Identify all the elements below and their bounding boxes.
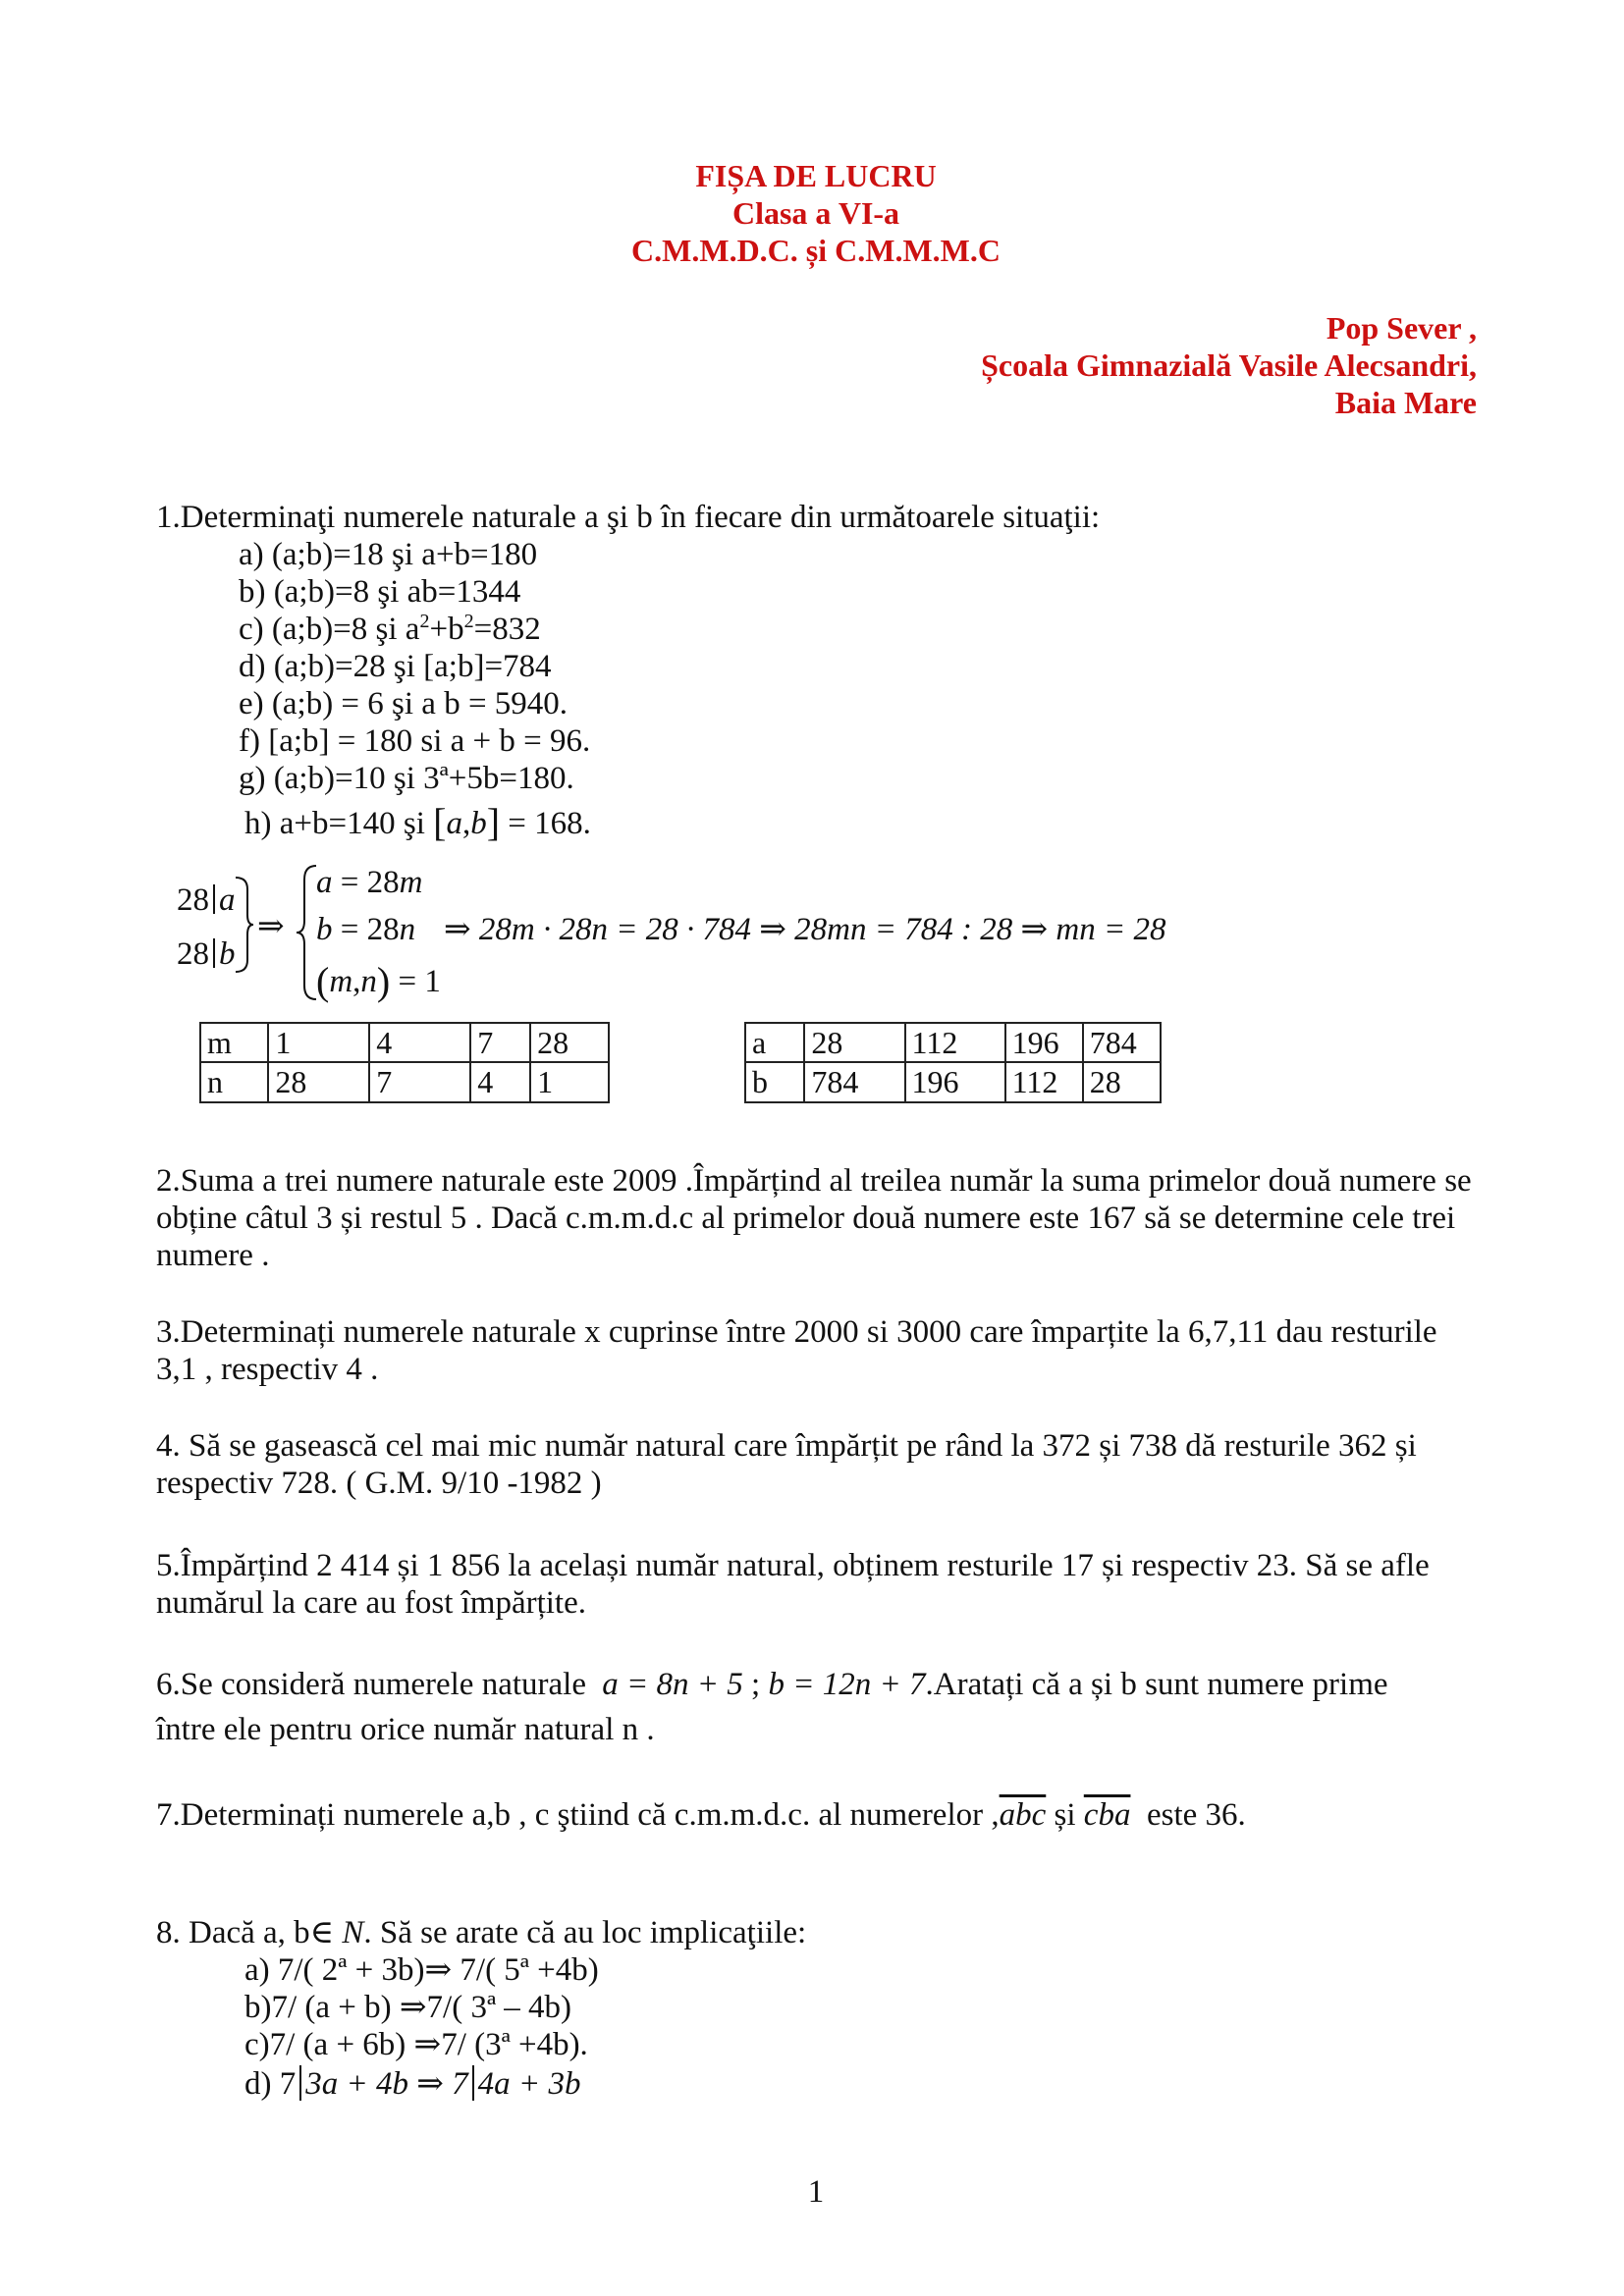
problem-6-line-2: între ele pentru orice număr natural n .	[156, 1712, 655, 1747]
problem-6-line-1: 6.Se consideră numerele naturale a = 8n + 5 ; b = 12n + 7.Aratați că a și b sunt numere prime	[156, 1667, 1388, 1702]
problem-2: 2.Suma a trei numere naturale este 2009 .Împărțind al treilea număr la suma primelor două numere se obține câtul 3 și restul 5 . Dacă c.m.m.d.c al primelor două numere este 167 să se determine cele trei numere .	[156, 1163, 1472, 1273]
problem-4: 4. Să se gasească cel mai mic număr natural care împărțit pe rând la 372 și 738 dă resturile 362 și respectiv 728. ( G.M. 9/10 -1982 )	[156, 1428, 1417, 1501]
problem-1-c: c) (a;b)=8 şi $a^2+b^2=832$	[239, 611, 541, 647]
equation-a: a = 28m	[316, 865, 423, 900]
problem-8-a: a) 7/( 2ª + 3b)⇒ 7/( 5ª +4b)	[244, 1952, 599, 1988]
table-a-b	[744, 1022, 1162, 1103]
problem-1-a: a) (a;b)=18 şi a+b=180	[239, 537, 538, 572]
problem-7: 7.Determinați numerele a,b , c ştiind că c.m.m.d.c. al numerelor $,\overline{abc}$ și $\overline{cba}$ este 36.	[156, 1797, 1246, 1833]
problem-1-d: d) (a;b)=28 şi [a;b]=784	[239, 649, 552, 684]
equation-b: b = 28n	[316, 912, 416, 947]
problem-1-h: h) a+b=140 şi [a,b] = 168.	[244, 800, 591, 844]
author-name: Pop Sever ,	[1326, 310, 1477, 346]
problem-8-intro: 8. Dacă a, b∈ N. Să se arate că au loc implicaţiile:	[156, 1915, 807, 1950]
problem-1-g: g) (a;b)=10 şi 3ª+5b=180.	[239, 761, 574, 796]
problem-1-f: f) [a;b] = 180 si a + b = 96.	[239, 723, 591, 759]
problem-5: 5.Împărțind 2 414 și 1 856 la același număr natural, obținem resturile 17 și respectiv 23. Să se afle numărul la care au fost împărțite.	[156, 1548, 1430, 1621]
topic-title: C.M.M.D.C. și C.M.M.M.C	[631, 233, 1001, 268]
number-abc: $\overline{abc}$	[999, 1797, 1047, 1833]
problem-3: 3.Determinați numerele naturale x cuprinse între 2000 si 3000 care împarțite la 6,7,11 dau resturile 3,1 , respectiv 4 .	[156, 1314, 1437, 1387]
right-brace	[234, 876, 255, 974]
table-row: b 784 196 112 28	[745, 1062, 1161, 1101]
problem-8-d: d) 7 3a + 4b ⇒ 7 4a + 3b	[244, 2066, 581, 2102]
number-cba: $\overline{cba}$	[1083, 1797, 1131, 1833]
page-number: 1	[807, 2174, 825, 2210]
problem-1-e: e) (a;b) = 6 şi a b = 5940.	[239, 686, 568, 721]
school-name: Școala Gimnazială Vasile Alecsandri,	[981, 347, 1477, 383]
table-row: m 1 4 7 28	[200, 1023, 609, 1062]
table-m-n	[199, 1022, 610, 1103]
divisibility-28-b: 28 b	[177, 936, 236, 972]
problem-8-c: c)7/ (a + 6b) ⇒7/ (3ª +4b).	[244, 2027, 588, 2062]
implies-arrow-1: ⇒	[257, 909, 285, 944]
city-name: Baia Mare	[1334, 385, 1477, 420]
table-row: a 28 112 196 784	[745, 1023, 1161, 1062]
divisibility-28-a: 28 a	[177, 882, 236, 918]
problem-1-intro: 1.Determinaţi numerele naturale a şi b în fiecare din următoarele situaţii:	[156, 500, 1101, 535]
equation-coprime: (m,n) = 1	[316, 959, 441, 1003]
problem-1-b: b) (a;b)=8 şi ab=1344	[239, 574, 521, 610]
table-row: n 28 7 4 1	[200, 1062, 609, 1101]
worksheet-title: FIȘA DE LUCRU	[695, 158, 937, 193]
derivation-chain: ⇒ 28m · 28n = 28 · 784 ⇒ 28mn = 784 : 28 ⇒ mn = 28	[444, 912, 1166, 947]
class-title: Clasa a VI-a	[731, 195, 900, 231]
problem-8-b: b)7/ (a + b) ⇒7/( 3ª – 4b)	[244, 1990, 572, 2025]
left-brace	[295, 864, 318, 1001]
